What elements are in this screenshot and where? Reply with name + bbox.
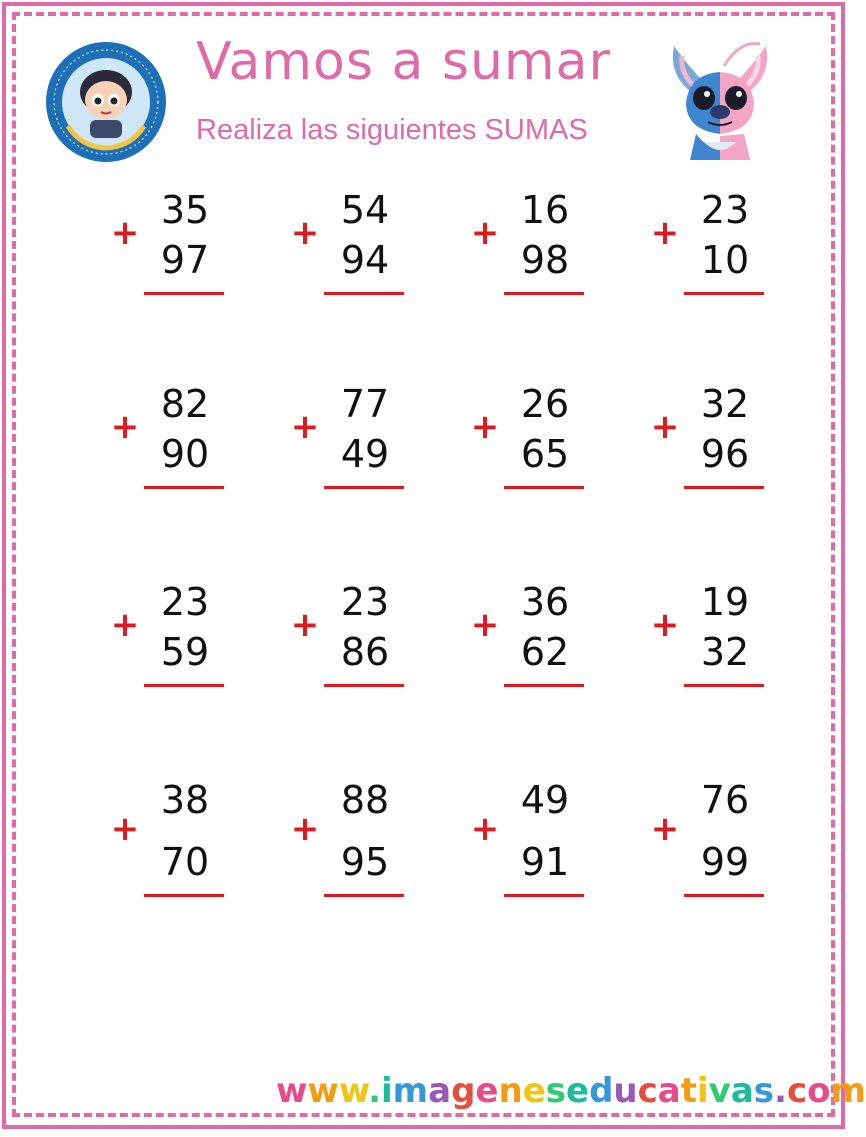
plus-sign: + <box>650 605 680 645</box>
footer-letter: i <box>697 1071 709 1111</box>
addend-bottom: 91 <box>520 840 570 884</box>
footer-letter: g <box>451 1071 476 1111</box>
footer-letter: w <box>338 1071 369 1111</box>
addition-problem-13 <box>110 778 270 908</box>
footer-website-link <box>276 1066 866 1116</box>
addend-top: 19 <box>700 580 750 624</box>
footer-letter: c <box>786 1071 808 1111</box>
addition-problem-8 <box>650 382 810 512</box>
plus-sign: + <box>650 213 680 253</box>
footer-letter: o <box>807 1071 831 1111</box>
answer-line <box>324 684 404 687</box>
answer-line <box>504 894 584 897</box>
addition-problem-1 <box>110 188 270 318</box>
footer-letter: d <box>589 1071 614 1111</box>
addend-bottom: 62 <box>520 630 570 674</box>
addition-problem-9 <box>110 580 270 710</box>
site-logo-icon <box>44 40 168 164</box>
footer-letter: m <box>830 1071 866 1111</box>
addend-top: 26 <box>520 382 570 426</box>
answer-line <box>144 486 224 489</box>
addend-bottom: 94 <box>340 238 390 282</box>
addition-problem-7 <box>470 382 630 512</box>
answer-line <box>684 486 764 489</box>
addition-problem-3 <box>470 188 630 318</box>
footer-letter: i <box>381 1071 393 1111</box>
answer-line <box>324 894 404 897</box>
footer-letter: . <box>368 1071 382 1111</box>
footer-letter: a <box>730 1071 754 1111</box>
addend-bottom: 10 <box>700 238 750 282</box>
footer-letter: a <box>428 1071 452 1111</box>
footer-letter: c <box>637 1071 658 1111</box>
footer-letter: s <box>753 1071 775 1111</box>
footer-letter: v <box>708 1071 731 1111</box>
answer-line <box>504 486 584 489</box>
footer-letter: w <box>276 1071 308 1111</box>
plus-sign: + <box>470 605 500 645</box>
footer-letter: a <box>657 1071 681 1111</box>
addend-top: 36 <box>520 580 570 624</box>
footer-letter: e <box>475 1071 499 1111</box>
addend-top: 23 <box>160 580 210 624</box>
answer-line <box>144 292 224 295</box>
addition-problem-10 <box>290 580 450 710</box>
answer-line <box>684 684 764 687</box>
addend-bottom: 95 <box>340 840 390 884</box>
addend-top: 32 <box>700 382 750 426</box>
addition-problem-14 <box>290 778 450 908</box>
addend-top: 23 <box>700 188 750 232</box>
footer-letter: m <box>392 1071 429 1111</box>
addend-bottom: 70 <box>160 840 210 884</box>
plus-sign: + <box>470 407 500 447</box>
addend-bottom: 59 <box>160 630 210 674</box>
answer-line <box>504 684 584 687</box>
addition-problem-11 <box>470 580 630 710</box>
addend-top: 54 <box>340 188 390 232</box>
plus-sign: + <box>290 407 320 447</box>
answer-line <box>504 292 584 295</box>
plus-sign: + <box>290 809 320 849</box>
addend-bottom: 97 <box>160 238 210 282</box>
addition-problem-5 <box>110 382 270 512</box>
addend-bottom: 99 <box>700 840 750 884</box>
addend-bottom: 96 <box>700 432 750 476</box>
addition-problem-6 <box>290 382 450 512</box>
addend-top: 23 <box>340 580 390 624</box>
plus-sign: + <box>470 809 500 849</box>
page-title: Vamos a sumar <box>196 32 611 92</box>
addend-top: 76 <box>700 778 750 822</box>
answer-line <box>324 486 404 489</box>
plus-sign: + <box>470 213 500 253</box>
footer-letter: w <box>307 1071 339 1111</box>
addend-top: 77 <box>340 382 390 426</box>
answer-line <box>144 894 224 897</box>
footer-letter: t <box>680 1071 697 1111</box>
footer-letter: . <box>774 1071 787 1111</box>
answer-line <box>684 292 764 295</box>
plus-sign: + <box>650 407 680 447</box>
addition-problem-2 <box>290 188 450 318</box>
plus-sign: + <box>110 407 140 447</box>
footer-letter: n <box>498 1071 523 1111</box>
plus-sign: + <box>290 213 320 253</box>
addend-bottom: 86 <box>340 630 390 674</box>
addend-top: 88 <box>340 778 390 822</box>
addend-bottom: 49 <box>340 432 390 476</box>
addend-top: 38 <box>160 778 210 822</box>
answer-line <box>684 894 764 897</box>
plus-sign: + <box>650 809 680 849</box>
footer-letter: e <box>522 1071 546 1111</box>
plus-sign: + <box>110 809 140 849</box>
addend-top: 16 <box>520 188 570 232</box>
addend-bottom: 90 <box>160 432 210 476</box>
page-border-dashed <box>12 12 835 1117</box>
footer-letter: u <box>613 1071 638 1111</box>
addend-bottom: 98 <box>520 238 570 282</box>
addend-bottom: 32 <box>700 630 750 674</box>
addition-problem-4 <box>650 188 810 318</box>
addend-top: 82 <box>160 382 210 426</box>
mascot-icon <box>664 36 776 164</box>
addition-problem-15 <box>470 778 630 908</box>
plus-sign: + <box>110 605 140 645</box>
addend-bottom: 65 <box>520 432 570 476</box>
addition-problem-12 <box>650 580 810 710</box>
addition-problem-16 <box>650 778 810 908</box>
answer-line <box>324 292 404 295</box>
footer-letter: s <box>545 1071 566 1111</box>
footer-letter: e <box>566 1071 590 1111</box>
addend-top: 49 <box>520 778 570 822</box>
plus-sign: + <box>290 605 320 645</box>
plus-sign: + <box>110 213 140 253</box>
addend-top: 35 <box>160 188 210 232</box>
page-subtitle: Realiza las siguientes SUMAS <box>196 114 588 146</box>
answer-line <box>144 684 224 687</box>
